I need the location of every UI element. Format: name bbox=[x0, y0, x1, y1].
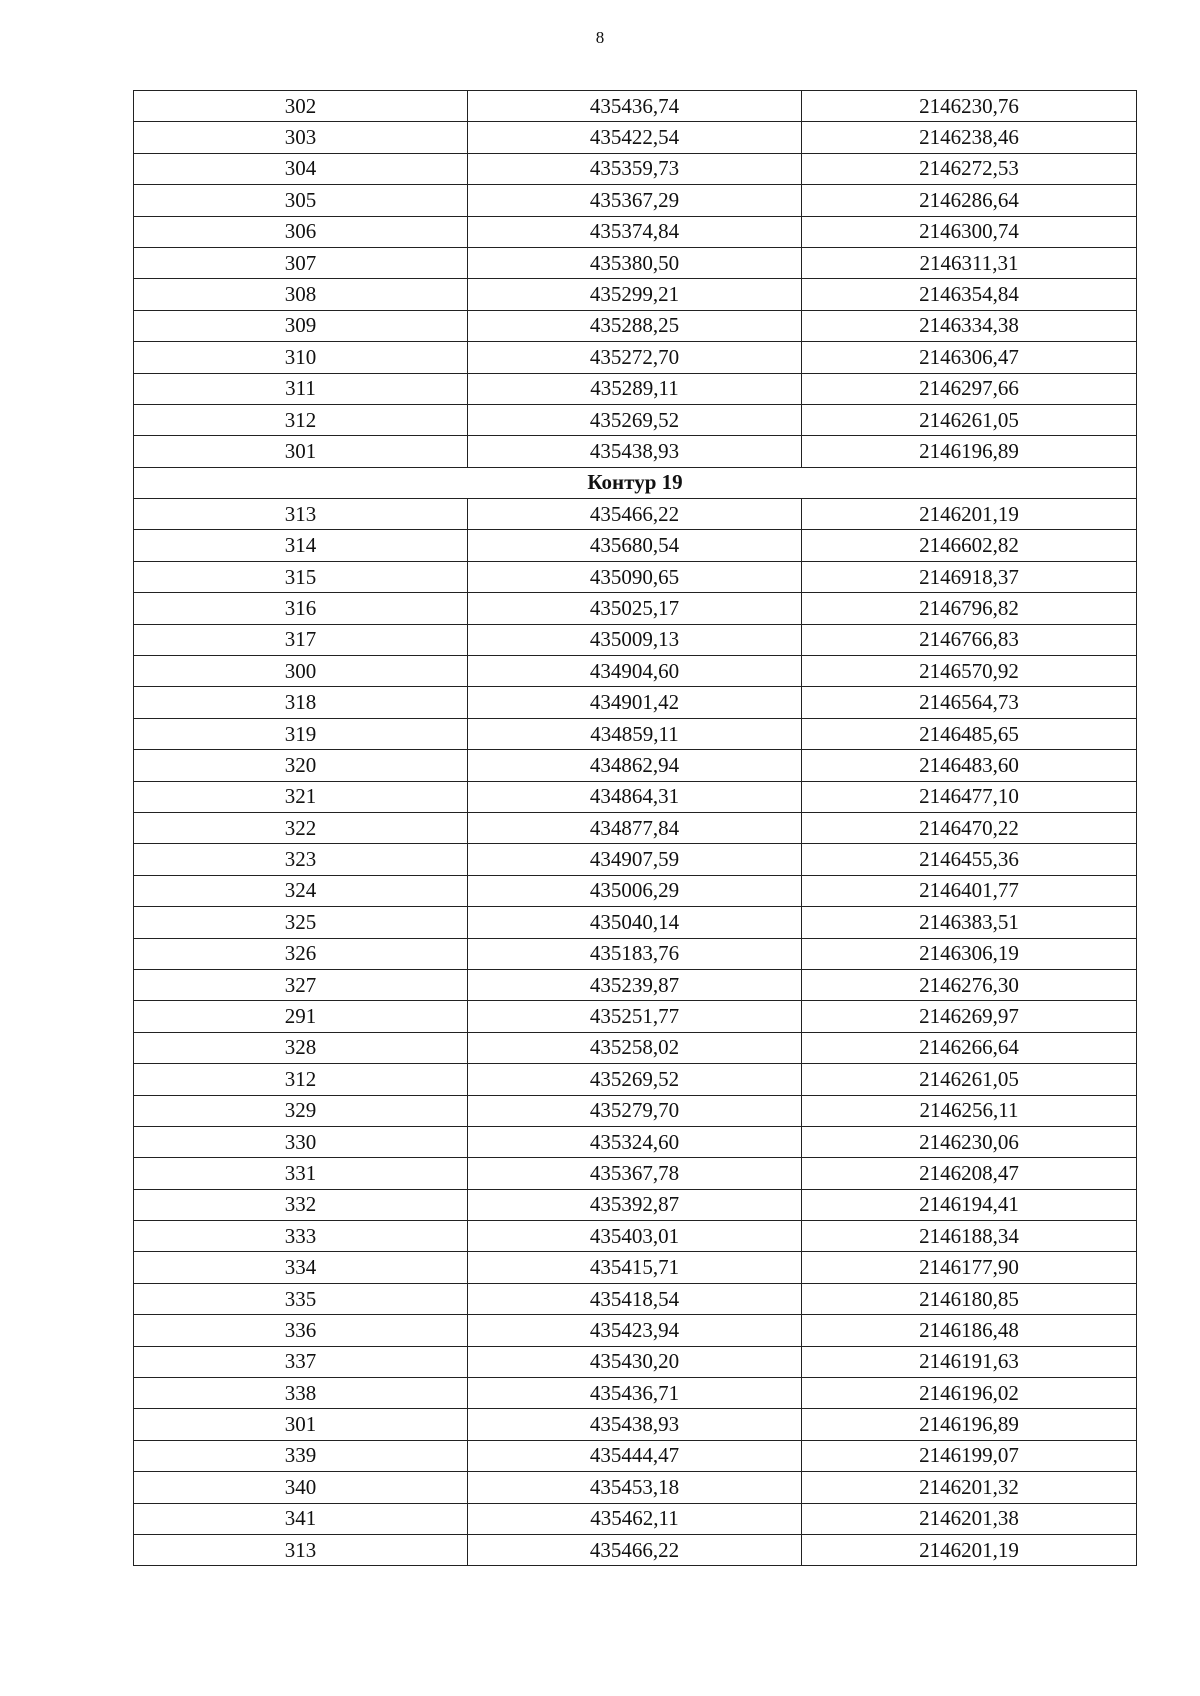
table-row bbox=[134, 718, 1137, 749]
x-coordinate-cell: 435269,52 bbox=[468, 1064, 802, 1095]
point-number-cell: 328 bbox=[134, 1032, 468, 1063]
x-coordinate-cell: 435006,29 bbox=[468, 875, 802, 906]
table-row bbox=[134, 1283, 1137, 1314]
y-coordinate-cell: 2146266,64 bbox=[802, 1032, 1137, 1063]
y-coordinate-cell: 2146196,89 bbox=[802, 1409, 1137, 1440]
table-row bbox=[134, 687, 1137, 718]
x-coordinate-cell: 435415,71 bbox=[468, 1252, 802, 1283]
table-row bbox=[134, 1503, 1137, 1534]
x-coordinate-cell: 435430,20 bbox=[468, 1346, 802, 1377]
y-coordinate-cell: 2146261,05 bbox=[802, 1064, 1137, 1095]
section-title: Контур 19 bbox=[134, 467, 1137, 498]
point-number-cell: 330 bbox=[134, 1126, 468, 1157]
x-coordinate-cell: 435272,70 bbox=[468, 342, 802, 373]
table-row bbox=[134, 1472, 1137, 1503]
x-coordinate-cell: 435367,29 bbox=[468, 185, 802, 216]
point-number-cell: 331 bbox=[134, 1158, 468, 1189]
coordinates-table bbox=[133, 90, 1137, 1566]
point-number-cell: 317 bbox=[134, 624, 468, 655]
x-coordinate-cell: 434859,11 bbox=[468, 718, 802, 749]
y-coordinate-cell: 2146201,38 bbox=[802, 1503, 1137, 1534]
y-coordinate-cell: 2146483,60 bbox=[802, 750, 1137, 781]
table-row bbox=[134, 1346, 1137, 1377]
table-row bbox=[134, 1095, 1137, 1126]
table-row bbox=[134, 844, 1137, 875]
point-number-cell: 312 bbox=[134, 404, 468, 435]
point-number-cell: 327 bbox=[134, 969, 468, 1000]
point-number-cell: 341 bbox=[134, 1503, 468, 1534]
x-coordinate-cell: 434907,59 bbox=[468, 844, 802, 875]
point-number-cell: 310 bbox=[134, 342, 468, 373]
point-number-cell: 336 bbox=[134, 1315, 468, 1346]
y-coordinate-cell: 2146455,36 bbox=[802, 844, 1137, 875]
point-number-cell: 301 bbox=[134, 436, 468, 467]
y-coordinate-cell: 2146201,19 bbox=[802, 499, 1137, 530]
x-coordinate-cell: 435438,93 bbox=[468, 1409, 802, 1440]
table-row bbox=[134, 1409, 1137, 1440]
table-row bbox=[134, 1378, 1137, 1409]
x-coordinate-cell: 435359,73 bbox=[468, 153, 802, 184]
table-row bbox=[134, 404, 1137, 435]
y-coordinate-cell: 2146199,07 bbox=[802, 1440, 1137, 1471]
point-number-cell: 326 bbox=[134, 938, 468, 969]
y-coordinate-cell: 2146570,92 bbox=[802, 656, 1137, 687]
y-coordinate-cell: 2146796,82 bbox=[802, 593, 1137, 624]
x-coordinate-cell: 434877,84 bbox=[468, 812, 802, 843]
y-coordinate-cell: 2146256,11 bbox=[802, 1095, 1137, 1126]
point-number-cell: 340 bbox=[134, 1472, 468, 1503]
x-coordinate-cell: 435444,47 bbox=[468, 1440, 802, 1471]
y-coordinate-cell: 2146194,41 bbox=[802, 1189, 1137, 1220]
x-coordinate-cell: 435466,22 bbox=[468, 499, 802, 530]
table-row bbox=[134, 561, 1137, 592]
table-row bbox=[134, 499, 1137, 530]
point-number-cell: 311 bbox=[134, 373, 468, 404]
point-number-cell: 333 bbox=[134, 1221, 468, 1252]
x-coordinate-cell: 435680,54 bbox=[468, 530, 802, 561]
y-coordinate-cell: 2146477,10 bbox=[802, 781, 1137, 812]
x-coordinate-cell: 434862,94 bbox=[468, 750, 802, 781]
table-row bbox=[134, 247, 1137, 278]
x-coordinate-cell: 435374,84 bbox=[468, 216, 802, 247]
x-coordinate-cell: 435466,22 bbox=[468, 1534, 802, 1565]
y-coordinate-cell: 2146196,89 bbox=[802, 436, 1137, 467]
x-coordinate-cell: 435453,18 bbox=[468, 1472, 802, 1503]
y-coordinate-cell: 2146602,82 bbox=[802, 530, 1137, 561]
y-coordinate-cell: 2146201,32 bbox=[802, 1472, 1137, 1503]
table-row bbox=[134, 907, 1137, 938]
x-coordinate-cell: 435288,25 bbox=[468, 310, 802, 341]
y-coordinate-cell: 2146201,19 bbox=[802, 1534, 1137, 1565]
y-coordinate-cell: 2146766,83 bbox=[802, 624, 1137, 655]
x-coordinate-cell: 435258,02 bbox=[468, 1032, 802, 1063]
point-number-cell: 300 bbox=[134, 656, 468, 687]
point-number-cell: 302 bbox=[134, 91, 468, 122]
x-coordinate-cell: 434864,31 bbox=[468, 781, 802, 812]
point-number-cell: 309 bbox=[134, 310, 468, 341]
table-row bbox=[134, 185, 1137, 216]
point-number-cell: 305 bbox=[134, 185, 468, 216]
point-number-cell: 304 bbox=[134, 153, 468, 184]
x-coordinate-cell: 435251,77 bbox=[468, 1001, 802, 1032]
point-number-cell: 320 bbox=[134, 750, 468, 781]
y-coordinate-cell: 2146383,51 bbox=[802, 907, 1137, 938]
y-coordinate-cell: 2146300,74 bbox=[802, 216, 1137, 247]
table-row bbox=[134, 781, 1137, 812]
table-row bbox=[134, 1001, 1137, 1032]
y-coordinate-cell: 2146272,53 bbox=[802, 153, 1137, 184]
point-number-cell: 334 bbox=[134, 1252, 468, 1283]
table-row bbox=[134, 91, 1137, 122]
x-coordinate-cell: 435392,87 bbox=[468, 1189, 802, 1220]
point-number-cell: 329 bbox=[134, 1095, 468, 1126]
point-number-cell: 315 bbox=[134, 561, 468, 592]
y-coordinate-cell: 2146177,90 bbox=[802, 1252, 1137, 1283]
table-row bbox=[134, 1534, 1137, 1565]
x-coordinate-cell: 435462,11 bbox=[468, 1503, 802, 1534]
point-number-cell: 339 bbox=[134, 1440, 468, 1471]
point-number-cell: 314 bbox=[134, 530, 468, 561]
x-coordinate-cell: 435436,74 bbox=[468, 91, 802, 122]
table-row bbox=[134, 938, 1137, 969]
point-number-cell: 291 bbox=[134, 1001, 468, 1032]
section-header-row bbox=[134, 467, 1137, 498]
table-row bbox=[134, 153, 1137, 184]
y-coordinate-cell: 2146276,30 bbox=[802, 969, 1137, 1000]
table-row bbox=[134, 593, 1137, 624]
table-row bbox=[134, 122, 1137, 153]
point-number-cell: 316 bbox=[134, 593, 468, 624]
table-row bbox=[134, 279, 1137, 310]
y-coordinate-cell: 2146354,84 bbox=[802, 279, 1137, 310]
point-number-cell: 337 bbox=[134, 1346, 468, 1377]
y-coordinate-cell: 2146188,34 bbox=[802, 1221, 1137, 1252]
table-row bbox=[134, 1189, 1137, 1220]
x-coordinate-cell: 435279,70 bbox=[468, 1095, 802, 1126]
x-coordinate-cell: 435436,71 bbox=[468, 1378, 802, 1409]
y-coordinate-cell: 2146564,73 bbox=[802, 687, 1137, 718]
y-coordinate-cell: 2146191,63 bbox=[802, 1346, 1137, 1377]
point-number-cell: 332 bbox=[134, 1189, 468, 1220]
table-row bbox=[134, 530, 1137, 561]
x-coordinate-cell: 435423,94 bbox=[468, 1315, 802, 1346]
y-coordinate-cell: 2146196,02 bbox=[802, 1378, 1137, 1409]
point-number-cell: 313 bbox=[134, 499, 468, 530]
x-coordinate-cell: 435403,01 bbox=[468, 1221, 802, 1252]
table-row bbox=[134, 1158, 1137, 1189]
table-row bbox=[134, 656, 1137, 687]
point-number-cell: 306 bbox=[134, 216, 468, 247]
x-coordinate-cell: 435418,54 bbox=[468, 1283, 802, 1314]
point-number-cell: 322 bbox=[134, 812, 468, 843]
table-row bbox=[134, 342, 1137, 373]
table-row bbox=[134, 1221, 1137, 1252]
y-coordinate-cell: 2146918,37 bbox=[802, 561, 1137, 592]
point-number-cell: 312 bbox=[134, 1064, 468, 1095]
point-number-cell: 319 bbox=[134, 718, 468, 749]
y-coordinate-cell: 2146306,47 bbox=[802, 342, 1137, 373]
table-row bbox=[134, 216, 1137, 247]
y-coordinate-cell: 2146186,48 bbox=[802, 1315, 1137, 1346]
y-coordinate-cell: 2146470,22 bbox=[802, 812, 1137, 843]
y-coordinate-cell: 2146180,85 bbox=[802, 1283, 1137, 1314]
y-coordinate-cell: 2146230,76 bbox=[802, 91, 1137, 122]
point-number-cell: 335 bbox=[134, 1283, 468, 1314]
y-coordinate-cell: 2146261,05 bbox=[802, 404, 1137, 435]
y-coordinate-cell: 2146269,97 bbox=[802, 1001, 1137, 1032]
table-row bbox=[134, 969, 1137, 1000]
x-coordinate-cell: 435025,17 bbox=[468, 593, 802, 624]
point-number-cell: 307 bbox=[134, 247, 468, 278]
point-number-cell: 324 bbox=[134, 875, 468, 906]
y-coordinate-cell: 2146286,64 bbox=[802, 185, 1137, 216]
y-coordinate-cell: 2146306,19 bbox=[802, 938, 1137, 969]
x-coordinate-cell: 435090,65 bbox=[468, 561, 802, 592]
table-row bbox=[134, 310, 1137, 341]
x-coordinate-cell: 435289,11 bbox=[468, 373, 802, 404]
table-row bbox=[134, 373, 1137, 404]
x-coordinate-cell: 435324,60 bbox=[468, 1126, 802, 1157]
x-coordinate-cell: 435009,13 bbox=[468, 624, 802, 655]
x-coordinate-cell: 435438,93 bbox=[468, 436, 802, 467]
x-coordinate-cell: 435422,54 bbox=[468, 122, 802, 153]
y-coordinate-cell: 2146334,38 bbox=[802, 310, 1137, 341]
point-number-cell: 318 bbox=[134, 687, 468, 718]
y-coordinate-cell: 2146208,47 bbox=[802, 1158, 1137, 1189]
x-coordinate-cell: 434904,60 bbox=[468, 656, 802, 687]
x-coordinate-cell: 435239,87 bbox=[468, 969, 802, 1000]
table-row bbox=[134, 1032, 1137, 1063]
y-coordinate-cell: 2146401,77 bbox=[802, 875, 1137, 906]
table-row bbox=[134, 436, 1137, 467]
table-row bbox=[134, 1440, 1137, 1471]
y-coordinate-cell: 2146485,65 bbox=[802, 718, 1137, 749]
point-number-cell: 301 bbox=[134, 1409, 468, 1440]
x-coordinate-cell: 435040,14 bbox=[468, 907, 802, 938]
point-number-cell: 308 bbox=[134, 279, 468, 310]
x-coordinate-cell: 435367,78 bbox=[468, 1158, 802, 1189]
table-row bbox=[134, 875, 1137, 906]
y-coordinate-cell: 2146311,31 bbox=[802, 247, 1137, 278]
table-row bbox=[134, 1064, 1137, 1095]
table-row bbox=[134, 812, 1137, 843]
point-number-cell: 325 bbox=[134, 907, 468, 938]
x-coordinate-cell: 435380,50 bbox=[468, 247, 802, 278]
point-number-cell: 313 bbox=[134, 1534, 468, 1565]
x-coordinate-cell: 434901,42 bbox=[468, 687, 802, 718]
coordinates-table-body bbox=[134, 91, 1137, 1566]
page-number: 8 bbox=[595, 28, 605, 47]
table-row bbox=[134, 1252, 1137, 1283]
point-number-cell: 321 bbox=[134, 781, 468, 812]
x-coordinate-cell: 435183,76 bbox=[468, 938, 802, 969]
table-row bbox=[134, 1315, 1137, 1346]
table-row bbox=[134, 1126, 1137, 1157]
point-number-cell: 303 bbox=[134, 122, 468, 153]
y-coordinate-cell: 2146297,66 bbox=[802, 373, 1137, 404]
x-coordinate-cell: 435269,52 bbox=[468, 404, 802, 435]
x-coordinate-cell: 435299,21 bbox=[468, 279, 802, 310]
table-row bbox=[134, 624, 1137, 655]
y-coordinate-cell: 2146238,46 bbox=[802, 122, 1137, 153]
y-coordinate-cell: 2146230,06 bbox=[802, 1126, 1137, 1157]
point-number-cell: 323 bbox=[134, 844, 468, 875]
point-number-cell: 338 bbox=[134, 1378, 468, 1409]
table-row bbox=[134, 750, 1137, 781]
